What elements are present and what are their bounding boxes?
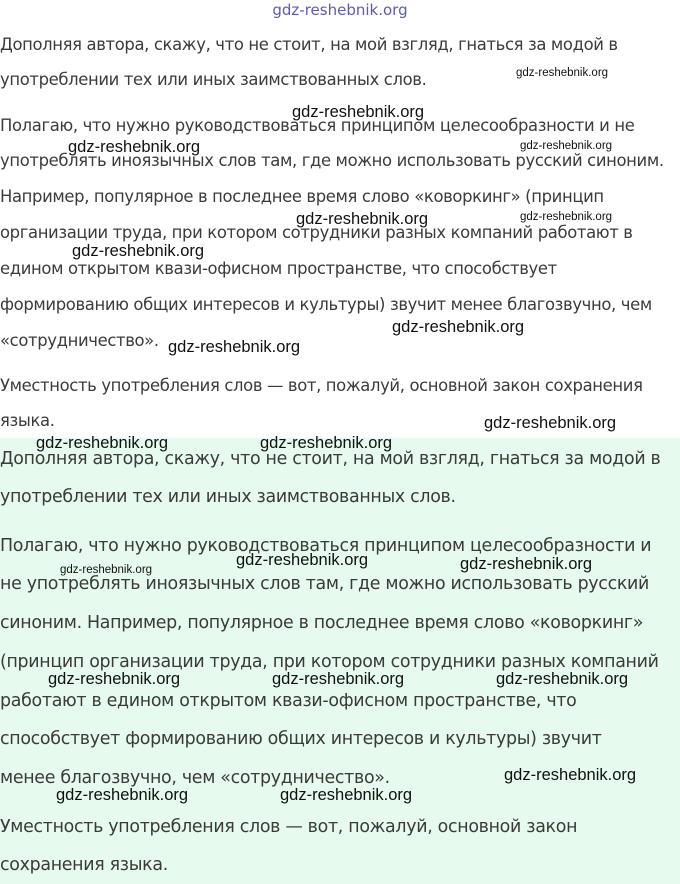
watermark: gdz-reshebnik.org (296, 210, 429, 228)
highlighted-text-section (0, 438, 680, 884)
watermark: gdz-reshebnik.org (496, 670, 629, 688)
watermark: gdz-reshebnik.org (236, 551, 369, 569)
watermark: gdz-reshebnik.org (392, 318, 525, 336)
text-line: Уместность употребления слов — вот, пожалуй, основной закон сохранения (0, 376, 643, 395)
text-line: употреблении тех или иных заимствованных слов. (0, 70, 427, 89)
text-line: употреблять иноязычных слов там, где можно использовать русский синоним. (0, 151, 664, 170)
text-line: «сотрудничество». (0, 331, 159, 350)
watermark: gdz-reshebnik.org (68, 138, 201, 156)
text-line: сохранения языка. (0, 855, 168, 875)
watermark: gdz-reshebnik.org (520, 140, 613, 152)
text-line: Дополняя автора, скажу, что не стоит, на мой взгляд, гнаться за модой в (0, 35, 618, 54)
watermark: gdz-reshebnik.org (168, 338, 301, 356)
watermark: gdz-reshebnik.org (292, 103, 425, 121)
header-watermark: gdz-reshebnik.org (272, 1, 408, 19)
text-line: Уместность употребления слов — вот, пожалуй, основной закон (0, 817, 578, 837)
watermark: gdz-reshebnik.org (460, 555, 593, 573)
text-line: Полагаю, что нужно руководствоваться принципом целесообразности и (0, 536, 652, 556)
watermark: gdz-reshebnik.org (516, 67, 609, 79)
text-line: способствует формированию общих интересов и культуры) звучит (0, 729, 602, 749)
watermark: gdz-reshebnik.org (504, 766, 637, 784)
text-line: (принцип организации труда, при котором сотрудники разных компаний (0, 652, 659, 672)
watermark: gdz-reshebnik.org (520, 211, 613, 223)
watermark: gdz-reshebnik.org (260, 434, 393, 452)
text-line: менее благозвучно, чем «сотрудничество». (0, 768, 390, 788)
watermark: gdz-reshebnik.org (484, 414, 617, 432)
watermark: gdz-reshebnik.org (56, 786, 189, 804)
text-line: работают в едином открытом квази-офисном пространстве, что (0, 691, 577, 711)
watermark: gdz-reshebnik.org (48, 670, 181, 688)
text-line: Например, популярное в последнее время слово «коворкинг» (принцип (0, 187, 604, 206)
text-line: синоним. Например, популярное в последнее время слово «коворкинг» (0, 613, 644, 633)
text-line: Дополняя автора, скажу, что не стоит, на мой взгляд, гнаться за модой в (0, 449, 661, 469)
text-line: организации труда, при котором сотрудники разных компаний работают в (0, 223, 633, 242)
text-line: едином открытом квази-офисном пространстве, что способствует (0, 259, 557, 278)
text-line: языка. (0, 411, 55, 430)
watermark: gdz-reshebnik.org (60, 564, 153, 576)
watermark: gdz-reshebnik.org (280, 786, 413, 804)
watermark: gdz-reshebnik.org (36, 434, 169, 452)
text-line: формированию общих интересов и культуры) звучит менее благозвучно, чем (0, 295, 652, 314)
watermark: gdz-reshebnik.org (72, 242, 205, 260)
watermark: gdz-reshebnik.org (272, 670, 405, 688)
text-line: Полагаю, что нужно руководствоваться принципом целесообразности и не (0, 116, 635, 135)
text-line: не употреблять иноязычных слов там, где можно использовать русский (0, 574, 650, 594)
text-line: употреблении тех или иных заимствованных слов. (0, 487, 456, 507)
